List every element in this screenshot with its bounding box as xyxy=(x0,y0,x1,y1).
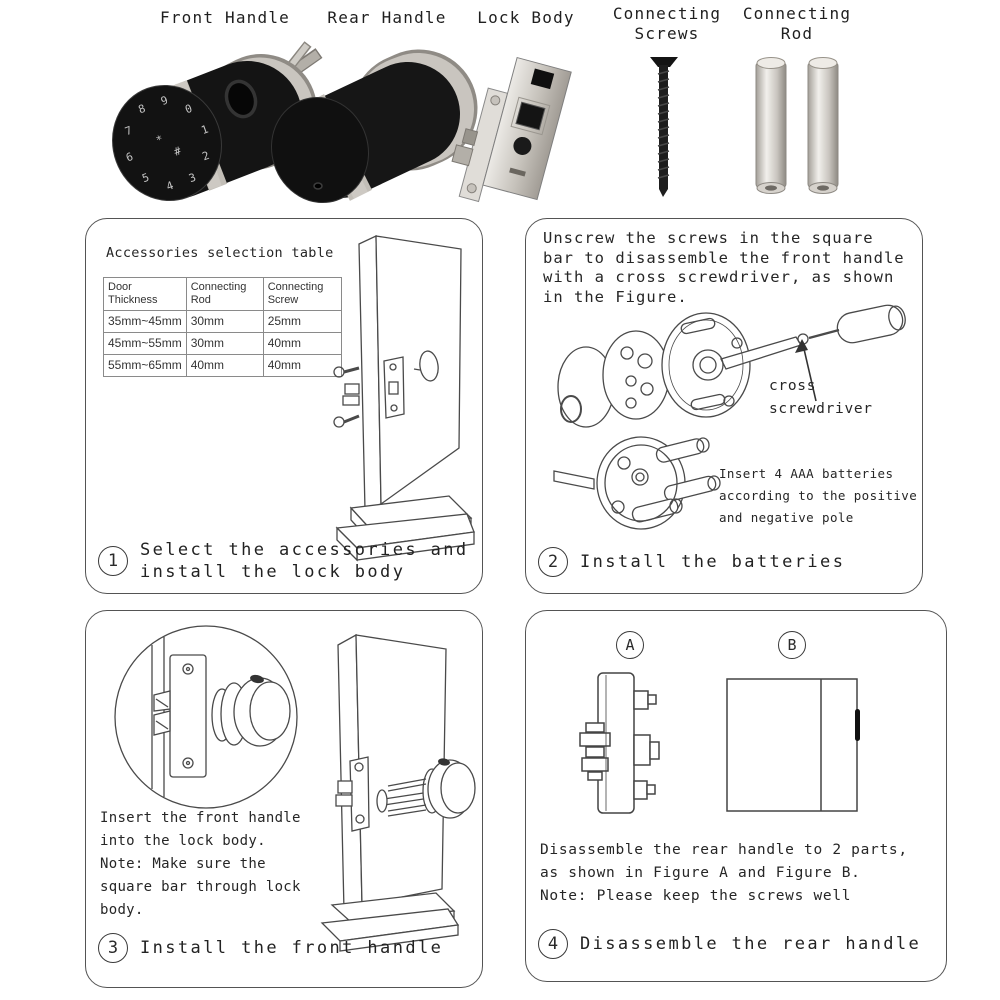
accessories-table-title: Accessories selection table xyxy=(106,245,334,261)
latch-tongue-2 xyxy=(154,711,170,735)
lock-body-label-line: Lock Body xyxy=(477,8,575,27)
screwdriver-handle xyxy=(835,302,906,345)
keypad-digit: 0 xyxy=(183,101,195,117)
note-line: according to the positive xyxy=(719,488,918,503)
step3-panel xyxy=(85,610,483,988)
clip-5 xyxy=(588,772,602,780)
connecting-screws-label xyxy=(610,4,724,44)
note-line: and negative pole xyxy=(719,510,854,525)
caption-line: Disassemble the rear handle xyxy=(580,934,922,954)
step3-caption xyxy=(140,937,443,959)
step4-number: 4 xyxy=(538,929,568,959)
latch-part-1 xyxy=(345,384,359,394)
rear-handle-label-line: Rear Handle xyxy=(327,8,447,27)
door-handle-insert-drawing xyxy=(298,619,478,951)
tab-top-nub xyxy=(648,695,656,704)
floating-screw-1-shaft xyxy=(344,368,359,372)
step4-panel xyxy=(525,610,947,982)
rear-handle-photo xyxy=(262,50,467,215)
instr-line: Unscrew the screws in the square xyxy=(543,229,874,247)
cell: 30mm xyxy=(186,311,263,333)
caption-line: Install the batteries xyxy=(580,552,846,572)
instr-line: with a cross screwdriver, as shown xyxy=(543,268,895,286)
connecting-rod-photo xyxy=(752,50,848,204)
step3-caption-row xyxy=(98,933,443,963)
tab-bottom xyxy=(634,781,647,799)
latch-plate xyxy=(170,655,206,777)
keypad-hash: # xyxy=(172,144,183,159)
edge-plate xyxy=(350,757,369,831)
instr-line: Note: Make sure the xyxy=(100,856,266,872)
note-line: Insert 4 AAA batteries xyxy=(719,466,894,481)
floating-screw-2 xyxy=(334,417,344,427)
keypad-digit: 8 xyxy=(136,101,148,117)
tab-middle xyxy=(634,735,650,765)
cell: 55mm~65mm xyxy=(104,355,187,377)
lock-body-photo xyxy=(446,46,618,216)
step3-number: 3 xyxy=(98,933,128,963)
battery-install-drawing xyxy=(536,415,726,555)
connecting-rod-label-line2: Rod xyxy=(780,24,814,43)
step1-panel xyxy=(85,218,483,594)
instr-line: bar to disassemble the front handle xyxy=(543,248,905,267)
figure-a-label: A xyxy=(616,631,644,659)
edge-plate-hole xyxy=(389,382,398,394)
connecting-screws-label-line2: Screws xyxy=(634,24,700,43)
screwdriver-shaft xyxy=(809,330,839,338)
step4-caption xyxy=(580,933,921,955)
figure-a-drawing xyxy=(566,663,696,823)
table-row xyxy=(104,311,342,333)
label-line: screwdriver xyxy=(769,401,873,417)
accessories-table xyxy=(103,277,342,377)
figure-b-label: B xyxy=(778,631,806,659)
step1-caption xyxy=(140,539,469,583)
knob-face xyxy=(441,763,475,813)
instr-line: Note: Please keep the screws well xyxy=(540,888,852,904)
connecting-screws-label-line1: Connecting xyxy=(612,4,722,23)
tab-middle-nub xyxy=(650,742,659,759)
keypad-digit: 1 xyxy=(199,122,211,138)
cell: 35mm~45mm xyxy=(104,311,187,333)
keypad-digit: 9 xyxy=(159,93,170,109)
keypad-digit: 5 xyxy=(140,170,151,186)
magnified-lock-drawing xyxy=(94,617,319,817)
table-row xyxy=(104,355,342,377)
step1-number: 1 xyxy=(98,546,128,576)
rear-handle-label xyxy=(322,8,452,28)
keypad-digit: 6 xyxy=(124,149,135,165)
latch-part-1 xyxy=(338,781,352,793)
instr-line: Disassemble the rear handle to 2 parts, xyxy=(540,842,908,858)
header-connecting-rod: Connecting Rod xyxy=(186,278,263,311)
step3-instruction xyxy=(100,807,301,922)
header-door-thickness: Door Thickness xyxy=(104,278,187,311)
step2-panel xyxy=(525,218,923,594)
caption-line: Install the front handle xyxy=(140,938,444,958)
latch-tongue-1 xyxy=(154,691,170,711)
rear-handle-shell xyxy=(727,679,857,811)
instr-line: square bar through lock xyxy=(100,879,301,895)
step2-caption xyxy=(580,551,845,573)
table-row xyxy=(104,333,342,355)
rod-right xyxy=(808,58,838,194)
tab-top xyxy=(634,691,648,709)
connecting-rod-label xyxy=(740,4,854,44)
handle-mechanism-disc xyxy=(603,331,669,419)
keypad-digit: 3 xyxy=(187,170,198,186)
front-handle-label xyxy=(150,8,300,28)
clip-2 xyxy=(580,733,610,746)
keypad-digit: 4 xyxy=(164,178,176,194)
clip-4 xyxy=(582,758,608,771)
cell: 25mm xyxy=(263,311,341,333)
cell: 30mm xyxy=(186,333,263,355)
front-handle-label-line: Front Handle xyxy=(160,8,290,27)
connecting-rod-label-line1: Connecting xyxy=(742,4,852,23)
figure-b-drawing xyxy=(721,669,871,819)
floating-screw-1 xyxy=(334,367,344,377)
washer xyxy=(377,790,387,812)
step1-caption-row xyxy=(98,539,469,583)
floating-screw-2-shaft xyxy=(344,416,359,422)
connecting-screws-photo xyxy=(642,50,686,204)
battery-square-bar xyxy=(554,471,594,489)
header-connecting-screw: Connecting Screw xyxy=(263,278,341,311)
latch-bolt xyxy=(452,145,473,166)
lock-body-label xyxy=(472,8,580,28)
knob-face xyxy=(250,682,290,740)
keypad-digit: 7 xyxy=(123,123,134,139)
instr-line: in the Figure. xyxy=(543,287,688,306)
screwdriver-label xyxy=(769,375,873,421)
keypad-digit: 2 xyxy=(200,148,212,164)
cell: 40mm xyxy=(263,355,341,377)
label-line: cross xyxy=(769,378,817,394)
tab-bottom-nub xyxy=(647,785,655,794)
rear-face-hole xyxy=(314,183,322,189)
cell: 40mm xyxy=(263,333,341,355)
door-lock-install-drawing xyxy=(321,226,476,561)
battery-note xyxy=(719,463,917,529)
rod-left xyxy=(756,58,786,194)
step2-caption-row xyxy=(538,547,845,577)
step2-number: 2 xyxy=(538,547,568,577)
keypad-star: * xyxy=(154,132,165,148)
instr-line: body. xyxy=(100,902,144,918)
cell: 40mm xyxy=(186,355,263,377)
instr-line: Insert the front handle xyxy=(100,810,301,826)
caption-line: install the lock body xyxy=(140,562,406,582)
screw-tip xyxy=(659,189,668,197)
clip-3 xyxy=(586,747,604,757)
shell-button xyxy=(855,709,860,741)
instr-line: into the lock body. xyxy=(100,833,266,849)
instr-line: as shown in Figure A and Figure B. xyxy=(540,865,861,881)
clip-1 xyxy=(586,723,604,732)
latch-part-2 xyxy=(336,795,352,806)
table-header-row xyxy=(104,278,342,311)
caption-line: Select the accessories and xyxy=(140,540,469,560)
latch-part-2 xyxy=(343,396,359,405)
step4-caption-row xyxy=(538,929,921,959)
step4-instruction xyxy=(540,839,908,908)
cell: 45mm~55mm xyxy=(104,333,187,355)
